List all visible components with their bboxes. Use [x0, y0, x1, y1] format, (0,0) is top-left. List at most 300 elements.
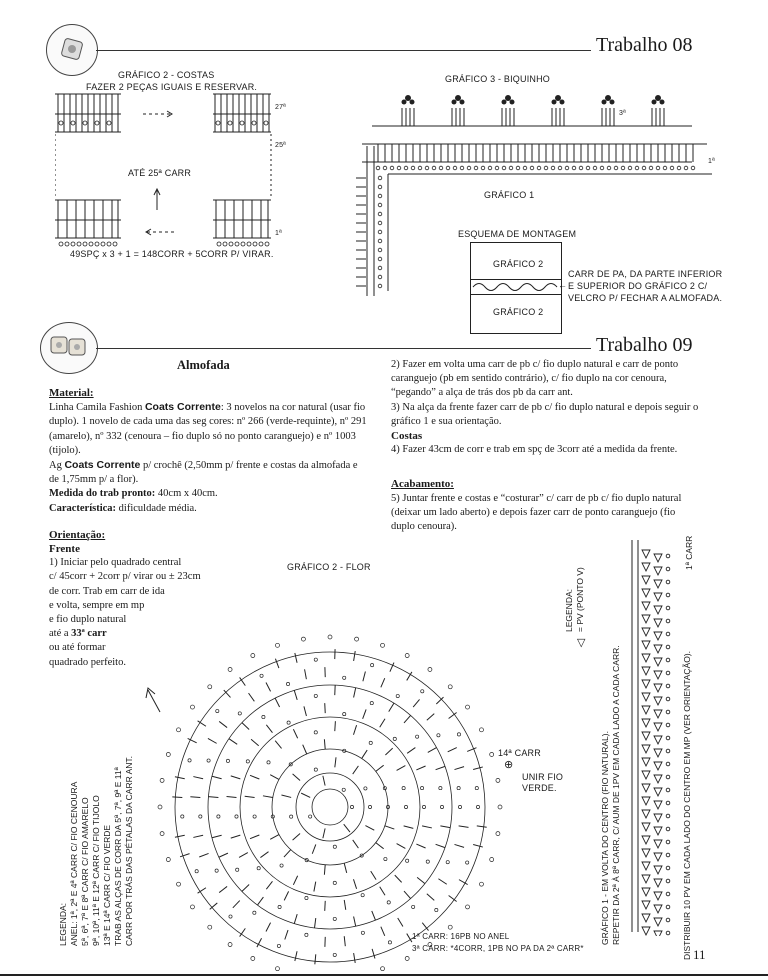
chain-stitch — [371, 664, 374, 667]
stitch-post — [407, 748, 415, 754]
chain-stitch — [537, 166, 541, 170]
chain-stitch — [579, 166, 583, 170]
stitch-post — [448, 748, 457, 752]
outer-chain-stitch — [166, 752, 170, 756]
chain-stitch — [666, 710, 670, 714]
chain-stitch — [666, 788, 670, 792]
chain-stitch — [642, 166, 646, 170]
chain-stitch — [333, 881, 336, 884]
stitch-post — [473, 845, 483, 848]
v-stitch — [654, 736, 662, 744]
v-stitch — [654, 619, 662, 627]
v-stitch — [654, 645, 662, 653]
chain-stitch — [435, 908, 438, 911]
outer-chain-stitch — [208, 925, 212, 929]
grafico1-vert-line-1: GRÁFICO 1 - EM VOLTA DO CENTRO (FIO NATURAL). — [600, 731, 610, 945]
material-text-2: : 3 novelos na cor natural (usar fio duplo). 1 novelo de cada uma das seg cores: nº 266 (verde-requinte), nº 291 (amarelo), nº 332 (cenoura – fio duplo só no ponto caranguejo) e nº 1003 (tijolo). — [49, 402, 367, 456]
g3-row-3-label: 3ª — [619, 110, 626, 117]
picot-clover — [552, 100, 557, 105]
v-stitch — [642, 810, 650, 818]
stitch-post — [193, 777, 203, 779]
flower-ring — [208, 685, 452, 929]
stitch-post — [413, 699, 419, 707]
stitch-post — [381, 678, 385, 687]
chain-stitch — [314, 694, 317, 697]
v-stitch — [654, 567, 662, 575]
chain-stitch — [551, 166, 555, 170]
chain-stitch — [460, 166, 464, 170]
v-stitch — [642, 927, 650, 935]
chain-stitch — [333, 917, 336, 920]
v-stitch — [642, 797, 650, 805]
v-stitch — [642, 849, 650, 857]
chain-stitch — [416, 735, 419, 738]
picot-clover — [655, 95, 661, 101]
v-stitch — [642, 628, 650, 636]
v-stitch — [654, 632, 662, 640]
chain-stitch — [666, 762, 670, 766]
stitch-post — [404, 891, 411, 899]
stitch-post — [219, 721, 227, 727]
stitch-post — [314, 882, 316, 892]
stitch-post — [242, 884, 249, 891]
chain-stitch — [420, 786, 423, 789]
chain-stitch — [593, 166, 597, 170]
acabamento-heading: Acabamento: — [391, 478, 454, 491]
chain-stitch — [466, 861, 469, 864]
page-number: 11 — [693, 947, 706, 962]
v-stitch — [642, 693, 650, 701]
v-stitch — [654, 801, 662, 809]
frente-line-6a: até a — [49, 628, 72, 640]
stitch-post — [294, 690, 297, 700]
stitch-post — [371, 871, 376, 879]
v-stitch — [654, 723, 662, 731]
flower-ring — [175, 652, 485, 962]
v-stitch — [654, 775, 662, 783]
stitch-post — [257, 897, 263, 905]
chain-stitch — [635, 166, 639, 170]
chain-stitch — [350, 805, 353, 808]
chain-stitch — [666, 749, 670, 753]
stitch-post — [389, 703, 394, 712]
stitch-post — [304, 706, 307, 716]
chain-stitch — [621, 166, 625, 170]
chain-stitch — [181, 815, 184, 818]
v-stitch — [654, 814, 662, 822]
stitch-post — [376, 843, 384, 849]
v-stitch — [642, 784, 650, 792]
chain-stitch — [666, 684, 670, 688]
stitch-post — [372, 911, 376, 920]
chain-stitch — [481, 166, 485, 170]
outer-chain-stitch — [479, 728, 483, 732]
v-stitch — [642, 550, 650, 558]
caracteristica-label: Característica: — [49, 502, 117, 514]
v-stitch — [654, 749, 662, 757]
stitch-post — [427, 894, 434, 901]
v-stitch — [642, 563, 650, 571]
step-5: 5) Juntar frente e costas e “costurar” c/ carr de pb c/ fio duplo natural (deixar um lado aberto) e depois fazer carr de ponto caranguejo (fio duplo cenoura). — [391, 492, 682, 533]
chain-stitch — [666, 892, 670, 896]
stitch-post — [473, 767, 483, 770]
outer-chain-stitch — [251, 654, 255, 658]
chain-stitch — [446, 166, 450, 170]
chain-stitch — [565, 166, 569, 170]
v-stitch — [642, 823, 650, 831]
chain-stitch — [378, 185, 382, 189]
chain-stitch — [666, 606, 670, 610]
chain-stitch — [432, 166, 436, 170]
stitch-post — [219, 886, 227, 892]
v-stitch — [654, 827, 662, 835]
chain-stitch — [342, 788, 345, 791]
stitch-post — [239, 853, 248, 858]
stitch-post — [275, 741, 281, 749]
chain-stitch — [378, 212, 382, 216]
block-top-left — [55, 94, 121, 132]
chain-stitch — [684, 166, 688, 170]
chain-stitch — [314, 768, 317, 771]
chain-stitch — [378, 230, 382, 234]
outer-chain-stitch — [496, 778, 500, 782]
outer-chain-stitch — [490, 752, 494, 756]
v-stitch — [642, 732, 650, 740]
v-stitch — [654, 892, 662, 900]
picot-clover — [410, 100, 415, 105]
chain-stitch — [453, 166, 457, 170]
chain-stitch — [361, 931, 364, 934]
chain-stitch — [666, 827, 670, 831]
stitch-post — [376, 765, 384, 771]
v-stitch — [642, 602, 650, 610]
outer-chain-stitch — [228, 667, 232, 671]
carr3-note: 3ª CARR: *4CORR, 1PB NO PA DA 2ª CARR* — [412, 944, 584, 953]
stitch-post — [353, 725, 356, 735]
frente-line-4: e volta, sempre em mp — [49, 599, 145, 611]
stitch-post — [404, 826, 414, 828]
outer-chain-stitch — [160, 778, 164, 782]
chain-stitch — [440, 805, 443, 808]
chain-stitch — [378, 275, 382, 279]
stitch-post — [381, 927, 385, 936]
picot-clover — [460, 100, 465, 105]
esquema-top-label: GRÁFICO 2 — [493, 259, 544, 269]
esquema-note-2: E SUPERIOR DO GRÁFICO 2 C/ — [568, 281, 708, 291]
outer-chain-stitch — [448, 685, 452, 689]
chain-stitch — [666, 658, 670, 662]
chain-stitch — [267, 761, 270, 764]
stitch-post — [293, 834, 300, 841]
stitch-post — [385, 826, 394, 829]
stitch-post — [436, 766, 445, 769]
stitch-post — [365, 826, 374, 831]
stitch-post — [427, 714, 434, 721]
step-2: 2) Fazer em volta uma carr de pb c/ fio duplo natural e carr de ponto caranguejo (pb em sentido contrário), c/ fio duplo na cor cenoura, “pegando” a alça de trás dos pb da carr ant. — [391, 359, 679, 399]
chain-stitch — [614, 166, 618, 170]
chain-stitch — [666, 671, 670, 675]
chain-stitch — [195, 870, 198, 873]
stitch-post — [436, 844, 445, 847]
stitch-post — [293, 876, 297, 885]
chain-stitch — [397, 166, 401, 170]
chain-stitch — [378, 194, 382, 198]
outer-chain-stitch — [490, 858, 494, 862]
stitch-post — [354, 688, 356, 698]
chain-stitch — [217, 815, 220, 818]
stitch-post — [416, 844, 425, 848]
flor-legend-line-4: 9ª, 10ª, 11ª E 12ª CARR C/ FIO TIJOLO — [91, 795, 101, 946]
v-stitch — [642, 771, 650, 779]
grafico1-label: GRÁFICO 1 — [484, 190, 535, 200]
stitch-post — [362, 750, 367, 758]
article-heading-almofada: Almofada — [177, 358, 230, 372]
stitch-post — [335, 721, 336, 731]
stitch-post — [227, 796, 237, 797]
chain-stitch — [199, 815, 202, 818]
chain-stitch — [558, 166, 562, 170]
chain-stitch — [287, 721, 290, 724]
chain-stitch — [364, 787, 367, 790]
chain-stitch — [544, 166, 548, 170]
stitch-post — [198, 888, 206, 893]
chain-stitch — [404, 805, 407, 808]
stitch-post — [354, 953, 356, 963]
chain-stitch — [378, 284, 382, 288]
frente-line-3: de corr. Trab em carr de ida — [49, 585, 165, 597]
outer-chain-stitch — [448, 925, 452, 929]
chain-stitch — [474, 166, 478, 170]
chain-stitch — [235, 815, 238, 818]
grafico2-flor-chart — [130, 572, 550, 972]
chain-stitch — [495, 166, 499, 170]
chain-stitch — [215, 869, 218, 872]
chain-stitch — [509, 166, 513, 170]
stitch-post — [312, 844, 316, 853]
stitch-post — [266, 725, 272, 733]
flower-ring — [312, 789, 348, 825]
grafico1-v-stitch-column — [624, 536, 684, 936]
stitch-post — [363, 709, 366, 718]
stitch-post — [303, 745, 307, 754]
stitch-post — [249, 693, 255, 701]
outer-chain-stitch — [275, 643, 279, 647]
chain-stitch — [422, 805, 425, 808]
picot-clover — [605, 95, 611, 101]
stitch-post — [281, 795, 291, 797]
chain-stitch — [628, 166, 632, 170]
block-bottom-left — [55, 200, 121, 238]
stitch-post — [250, 835, 259, 839]
stitch-formula: 49SPÇ x 3 + 1 = 148CORR + 5CORR P/ VIRAR. — [70, 249, 274, 259]
picot-clover — [510, 100, 515, 105]
stitch-post — [459, 826, 469, 827]
v-stitch — [642, 836, 650, 844]
stitch-post — [231, 776, 241, 779]
grafico1-vert-line-2: REPETIR DA 2ª À 8ª CARR, C/ AUM DE 1PV EM CADA LADO A CADA CARR. — [611, 645, 621, 945]
frente-line-2: c/ 45corr + 2corr p/ virar ou ± 23cm — [49, 571, 201, 583]
stitch-post — [422, 826, 432, 828]
carr1-vert-label — [684, 536, 695, 570]
stitch-post — [323, 776, 325, 786]
stitch-post — [242, 723, 249, 730]
outer-chain-stitch — [428, 667, 432, 671]
stitch-post — [335, 757, 336, 767]
chain-stitch — [666, 645, 670, 649]
stitch-post — [266, 682, 271, 691]
stitch-post — [440, 826, 450, 828]
chain-stitch — [439, 786, 442, 789]
stitch-post — [190, 797, 200, 798]
stitch-post — [344, 936, 345, 946]
chain-stitch — [649, 166, 653, 170]
v-stitch — [642, 589, 650, 597]
chain-stitch — [290, 815, 293, 818]
stitch-post — [428, 748, 437, 753]
material-text — [49, 400, 367, 458]
outer-chain-stitch — [466, 705, 470, 709]
v-stitch — [654, 788, 662, 796]
chain-stitch — [384, 857, 387, 860]
chain-stitch — [343, 712, 346, 715]
stitch-post — [438, 879, 446, 885]
brand-coats-corrente: Coats Corrente — [144, 401, 221, 414]
chain-stitch — [666, 853, 670, 857]
flor-legend-line-2: ANEL: 1ª, 2ª E 4ª CARR C/ FIO CENOURA — [69, 781, 79, 946]
chain-stitch — [666, 593, 670, 597]
orientacao-heading: Orientação: — [49, 528, 106, 541]
flor-legend — [58, 756, 135, 946]
outer-chain-stitch — [177, 882, 181, 886]
stitch-post — [344, 824, 350, 832]
outer-chain-stitch — [498, 805, 502, 809]
outer-chain-stitch — [466, 905, 470, 909]
stitch-post — [395, 875, 402, 882]
picot-clover — [505, 95, 511, 101]
stitch-post — [324, 865, 325, 875]
chain-stitch — [378, 221, 382, 225]
row-1-label: 1ª — [275, 230, 282, 237]
stitch-post — [175, 835, 185, 837]
chain-stitch — [607, 166, 611, 170]
stitch-post — [354, 916, 356, 926]
chain-stitch — [663, 166, 667, 170]
velcro-wave — [471, 280, 561, 294]
carr1-note: 1ª CARR: 16PB NO ANEL — [412, 932, 510, 941]
stitch-post — [295, 653, 297, 663]
g3-row-1-label: 1ª — [708, 158, 715, 165]
esquema-note-3: VELCRO P/ FECHAR A ALMOFADA. — [568, 293, 723, 303]
outer-chain-stitch — [328, 635, 332, 639]
stitch-post — [285, 930, 288, 939]
v-stitch — [654, 606, 662, 614]
frente-line-6b: 33ª carr — [71, 628, 107, 640]
chain-stitch — [666, 866, 670, 870]
outer-chain-stitch — [275, 967, 279, 971]
chain-stitch — [229, 915, 232, 918]
chain-stitch — [666, 580, 670, 584]
chain-stitch — [402, 786, 405, 789]
outer-chain-stitch — [160, 832, 164, 836]
chain-stitch — [467, 166, 471, 170]
v-stitch — [642, 745, 650, 753]
chain-stitch — [600, 166, 604, 170]
flor-legend-line-3: 5ª, 6ª, 7ª E 8ª CARR C/ FIO AMARELO — [80, 797, 90, 946]
v-stitch — [654, 710, 662, 718]
chain-stitch — [236, 868, 239, 871]
chain-stitch — [262, 715, 265, 718]
chain-stitch — [277, 944, 280, 947]
stitch-post — [172, 797, 182, 798]
stitch-post — [219, 853, 228, 857]
stitch-post — [380, 719, 385, 727]
chain-stitch — [406, 859, 409, 862]
medida-label: Medida do trab pronto: — [49, 488, 156, 500]
outer-chain-stitch — [381, 643, 385, 647]
outer-chain-stitch — [496, 832, 500, 836]
stitch-post — [284, 850, 291, 857]
chain-stitch — [368, 805, 371, 808]
chain-stitch — [246, 760, 249, 763]
picot-clover — [402, 100, 407, 105]
v-stitch — [654, 879, 662, 887]
chain-stitch — [369, 741, 372, 744]
stitch-post — [315, 918, 316, 928]
stitch-post — [385, 748, 392, 755]
stitch-post — [477, 826, 487, 827]
stitch-post — [231, 835, 241, 838]
chain-stitch — [457, 733, 460, 736]
picot-clover — [555, 95, 561, 101]
chain-stitch — [425, 166, 429, 170]
chain-stitch — [666, 567, 670, 571]
flower-ring — [240, 717, 420, 897]
grafico2-flor-title: GRÁFICO 2 - FLOR — [287, 562, 371, 572]
v-stitch — [654, 658, 662, 666]
chain-stitch — [476, 805, 479, 808]
stitch-post — [270, 775, 279, 780]
stitch-post — [416, 766, 425, 770]
chain-stitch — [260, 674, 263, 677]
chain-stitch — [572, 166, 576, 170]
picot-clover — [502, 100, 507, 105]
stitch-post — [353, 840, 359, 848]
stitch-post — [270, 835, 279, 840]
v-stitch — [642, 641, 650, 649]
grafico1-vert-line-3: DISTRIBUIR 10 PV EM CADA LADO DO CENTRO EM MP (VER ORIENTAÇÃO). — [682, 650, 692, 960]
outer-chain-stitch — [405, 654, 409, 658]
stitch-post — [344, 900, 346, 910]
v-stitch — [654, 853, 662, 861]
costas-heading: Costas — [391, 430, 423, 443]
chain-stitch — [656, 166, 660, 170]
stitch-post — [315, 954, 316, 964]
stitch-post — [372, 949, 375, 959]
outer-chain-stitch — [228, 943, 232, 947]
chain-stitch — [280, 864, 283, 867]
stitch-post — [208, 797, 218, 798]
unir-fio-label-2: VERDE. — [522, 783, 557, 793]
stitch-post — [467, 748, 476, 752]
stitch-post — [323, 828, 325, 838]
chain-stitch — [488, 166, 492, 170]
chain-stitch — [378, 203, 382, 207]
outer-chain-stitch — [177, 728, 181, 732]
grafico2-costas-subtitle: FAZER 2 PEÇAS IGUAIS E RESERVAR. — [86, 82, 258, 92]
picot-clover — [560, 100, 565, 105]
outer-chain-stitch — [405, 956, 409, 960]
caracteristica-value: dificuldade média. — [116, 502, 197, 514]
